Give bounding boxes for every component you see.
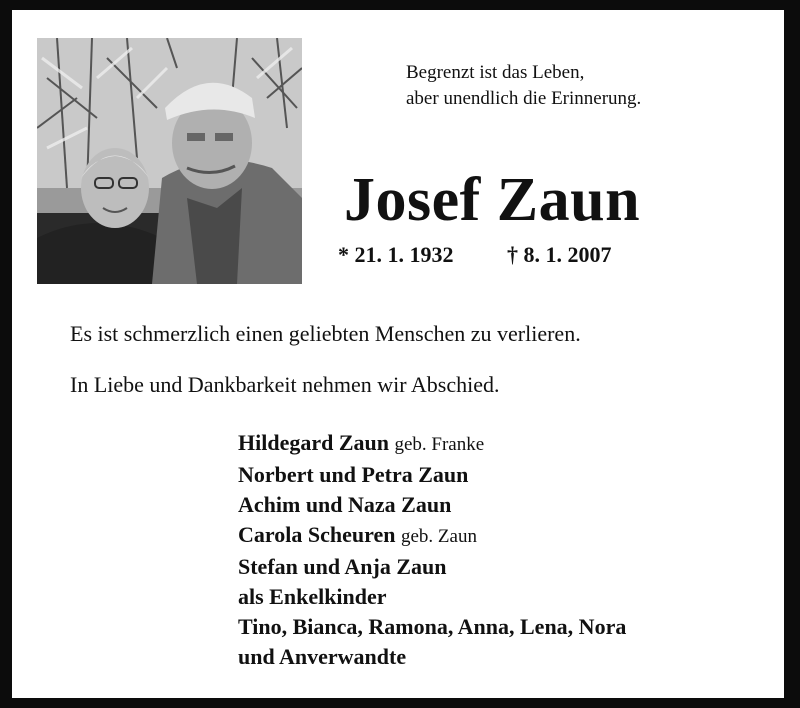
couple-photo bbox=[37, 38, 302, 284]
mourner-row bbox=[238, 552, 626, 582]
mourner-note: geb. Franke bbox=[394, 434, 485, 455]
mourner-name: und Anverwandte bbox=[238, 644, 407, 669]
condolence-line-2: In Liebe und Dankbarkeit nehmen wir Abschied. bbox=[70, 372, 500, 397]
mourner-row bbox=[238, 520, 626, 552]
motto-line-2: aber unendlich die Erinnerung. bbox=[406, 88, 642, 109]
mourner-row bbox=[238, 582, 626, 612]
mourner-name: als Enkelkinder bbox=[238, 584, 387, 609]
mourners-list bbox=[238, 428, 626, 672]
mourner-name: Tino, Bianca, Ramona, Anna, Lena, Nora bbox=[238, 614, 627, 639]
mourner-name: Carola Scheuren bbox=[238, 522, 396, 547]
deceased-name: Josef Zaun bbox=[344, 166, 641, 234]
death-date: 8. 1. 2007 bbox=[523, 242, 612, 267]
condolence-line-1: Es ist schmerzlich einen geliebten Menschen zu verlieren. bbox=[70, 321, 581, 346]
mourner-row bbox=[238, 460, 626, 490]
life-dates bbox=[338, 242, 612, 268]
mourner-row bbox=[238, 428, 626, 460]
birth-date: 21. 1. 1932 bbox=[354, 242, 454, 267]
memorial-motto bbox=[406, 60, 641, 112]
mourner-row bbox=[238, 490, 626, 520]
death-symbol: † bbox=[507, 242, 518, 267]
mourner-name: Achim und Naza Zaun bbox=[238, 492, 452, 517]
mourner-note: geb. Zaun bbox=[400, 526, 477, 547]
mourner-row bbox=[238, 642, 626, 672]
mourner-name: Hildegard Zaun bbox=[238, 430, 389, 455]
motto-line-1: Begrenzt ist das Leben, bbox=[406, 62, 585, 83]
couple-photo-illustration bbox=[37, 38, 302, 284]
mourner-name: Stefan und Anja Zaun bbox=[238, 554, 447, 579]
birth-symbol: * bbox=[338, 242, 349, 267]
mourner-row bbox=[238, 612, 626, 642]
mourner-name: Norbert und Petra Zaun bbox=[238, 462, 469, 487]
